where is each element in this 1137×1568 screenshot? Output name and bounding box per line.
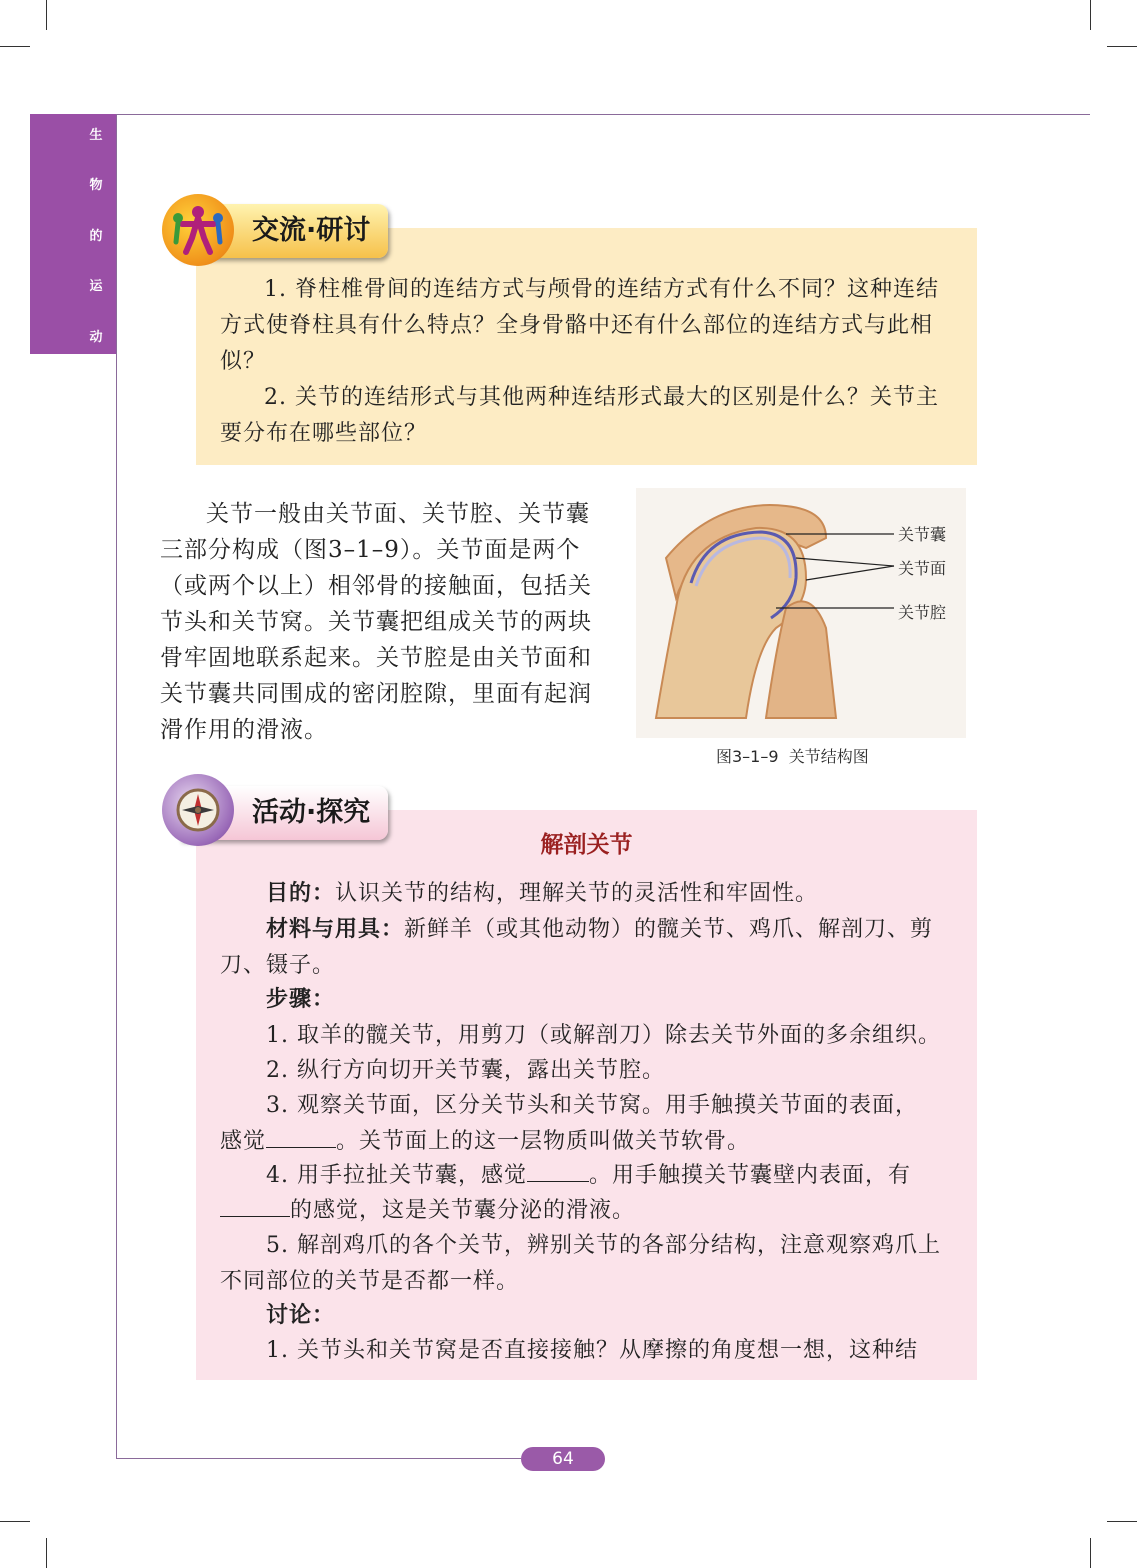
steps-label: 步骤： [266, 987, 336, 1012]
crop-mark [46, 1538, 47, 1568]
step-3-text-b: 。关节面上的这一层物质叫做关节软骨。 [336, 1129, 751, 1154]
page-frame-top [116, 114, 1090, 115]
side-tab-char: 物 [89, 178, 103, 193]
page-frame-left [116, 114, 117, 1459]
side-tab-char: 的 [89, 229, 103, 244]
materials-label: 材料与用具： [266, 917, 405, 942]
crop-mark [1090, 1538, 1091, 1568]
discussion-label: 讨论： [266, 1303, 336, 1328]
step-3-line-1: 3. 观察关节面，区分关节头和关节窝。用手触摸关节面的表面， [266, 1093, 918, 1118]
step-3-text-a: 感觉 [220, 1129, 267, 1154]
crop-mark [1090, 0, 1091, 30]
step-3-line-2 [220, 1124, 960, 1160]
figure-label-capsule: 关节囊 [898, 525, 947, 544]
crop-mark [1107, 1521, 1137, 1522]
purpose-text: 认识关节的结构，理解关节的灵活性和牢固性。 [335, 881, 819, 906]
materials-paragraph [220, 912, 960, 984]
purpose-label: 目的： [266, 881, 336, 906]
crop-mark [46, 0, 47, 30]
activity-heading-text: 活动·探究 [252, 797, 371, 828]
fill-blank[interactable] [527, 1159, 589, 1182]
discussion-question: 1. 关节头和关节窝是否直接接触？从摩擦的角度想一想，这种结 [266, 1338, 918, 1363]
fill-blank[interactable] [266, 1125, 336, 1148]
step-4-line-2 [220, 1193, 960, 1229]
step-5: 5. 解剖鸡爪的各个关节，辨别关节的各部分结构，注意观察鸡爪上不同部位的关节是否都一样。 [220, 1233, 941, 1294]
page-frame-bottom [116, 1458, 521, 1459]
step-4-text-a: 4. 用手拉扯关节囊，感觉 [266, 1163, 527, 1188]
step-4-text-c: 的感觉，这是关节囊分泌的滑液。 [290, 1198, 636, 1223]
discussion-question-1: 1. 脊柱椎骨间的连结方式与颅骨的连结方式有什么不同？这种连结方式使脊柱具有什么特点？全身骨骼中还有什么部位的连结方式与此相似？ [220, 277, 939, 374]
figure-caption: 图3–1–9 关节结构图 [716, 747, 869, 766]
intro-paragraph: 关节一般由关节面、关节腔、关节囊三部分构成（图3–1–9）。关节面是两个（或两个以上）相邻骨的接触面，包括关节头和关节窝。关节囊把组成关节的两块骨牢固地联系起来。关节腔是由关节面和关节囊共同围成的密闭腔隙，里面有起润滑作用的滑液。 [160, 501, 592, 743]
side-tab-char: 动 [89, 330, 103, 345]
step-4-line-1 [266, 1158, 966, 1194]
discussion-question-2: 2. 关节的连结形式与其他两种连结形式最大的区别是什么？关节主要分布在哪些部位？ [220, 385, 939, 446]
side-tab-char: 生 [89, 128, 103, 143]
crop-mark [1107, 46, 1137, 47]
discussion-heading-text: 交流·研讨 [252, 215, 371, 246]
step-1: 1. 取羊的髋关节，用剪刀（或解剖刀）除去关节外面的多余组织。 [266, 1023, 941, 1048]
step-4-text-b: 。用手触摸关节囊壁内表面，有 [588, 1163, 911, 1188]
materials-text: 新鲜羊（或其他动物）的髋关节、鸡爪、解剖刀、剪刀、镊子。 [220, 917, 934, 978]
people-icon [162, 194, 234, 266]
crop-mark [0, 1521, 30, 1522]
step-2: 2. 纵行方向切开关节囊，露出关节腔。 [266, 1058, 665, 1083]
figure-label-surface: 关节面 [898, 559, 947, 578]
side-tab-char: 运 [89, 279, 103, 294]
activity-title: 解剖关节 [540, 832, 633, 858]
figure-label-cavity: 关节腔 [898, 603, 947, 622]
crop-mark [0, 46, 30, 47]
page-number: 64 [521, 1447, 605, 1471]
purpose-line [266, 876, 966, 912]
fill-blank[interactable] [220, 1194, 290, 1217]
